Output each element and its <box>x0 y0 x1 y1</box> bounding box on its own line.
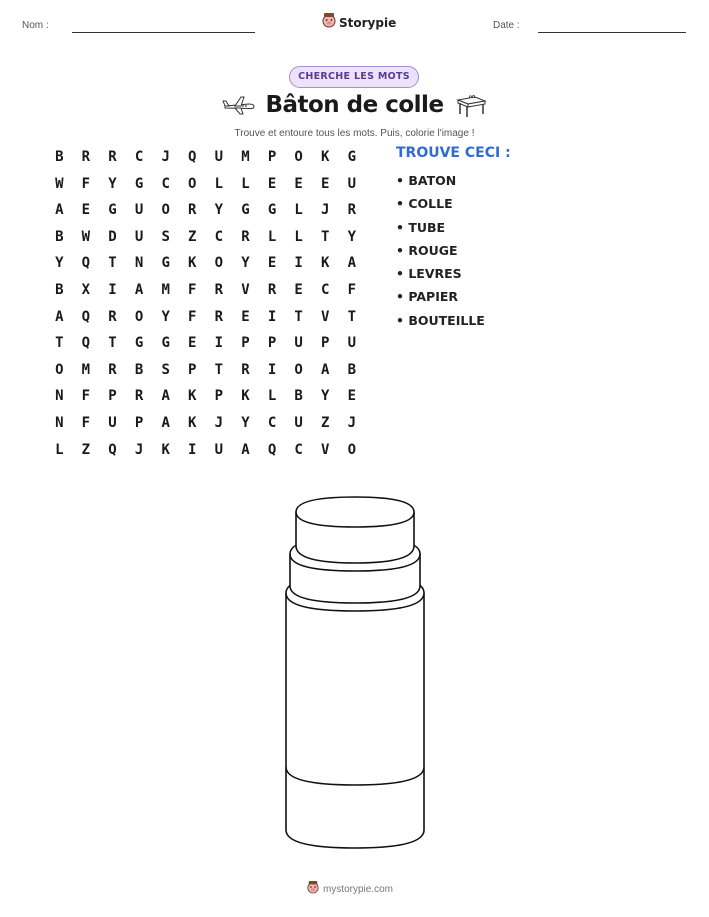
grid-letter[interactable]: F <box>81 388 91 405</box>
grid-letter[interactable]: K <box>188 255 197 272</box>
grid-letter[interactable]: K <box>161 441 170 458</box>
grid-letter[interactable]: R <box>267 281 277 298</box>
grid-letter[interactable]: S <box>161 361 170 378</box>
grid-letter[interactable]: F <box>188 308 197 325</box>
grid-letter[interactable]: P <box>214 388 224 405</box>
grid-letter[interactable]: K <box>321 255 330 272</box>
grid-row <box>46 254 365 281</box>
grid-row <box>46 201 365 228</box>
grid-letter[interactable]: E <box>81 202 91 219</box>
grid-letter[interactable]: F <box>81 175 91 192</box>
grid-letter[interactable]: C <box>321 281 330 298</box>
grid-letter[interactable]: B <box>347 361 357 378</box>
grid-letter[interactable]: V <box>321 308 330 325</box>
grid-letter[interactable]: R <box>134 388 144 405</box>
grid-letter[interactable]: E <box>267 175 277 192</box>
grid-letter[interactable]: Q <box>81 308 91 325</box>
grid-letter[interactable]: F <box>347 281 357 298</box>
grid-letter[interactable]: Z <box>321 414 330 431</box>
grid-letter[interactable]: F <box>188 281 197 298</box>
grid-letter[interactable]: F <box>81 414 91 431</box>
grid-letter[interactable]: T <box>214 361 224 378</box>
grid-letter[interactable]: E <box>241 308 250 325</box>
grid-letter[interactable]: I <box>267 361 277 378</box>
grid-letter[interactable]: U <box>214 149 224 165</box>
grid-letter[interactable]: U <box>134 202 144 219</box>
grid-letter[interactable]: Y <box>321 388 330 405</box>
grid-letter[interactable]: Y <box>241 255 250 272</box>
grid-letter[interactable]: P <box>108 388 117 405</box>
grid-letter[interactable]: K <box>241 388 250 405</box>
grid-letter[interactable]: J <box>321 202 330 219</box>
date-label: Date : <box>493 20 520 31</box>
word-list-item: • TUBE <box>396 219 446 235</box>
grid-letter[interactable]: G <box>347 149 357 165</box>
grid-letter[interactable]: R <box>188 202 197 219</box>
word-list-item: • BOUTEILLE <box>396 312 485 328</box>
grid-letter[interactable]: J <box>161 149 170 165</box>
grid-letter[interactable]: O <box>55 361 64 378</box>
glue-stick-illustration[interactable] <box>270 490 440 865</box>
grid-letter[interactable]: C <box>294 441 303 458</box>
brand-name: Storypie <box>339 15 397 30</box>
date-line[interactable] <box>538 32 686 33</box>
word-list-item: • ROUGE <box>396 242 458 258</box>
page-title: Bâton de colle <box>265 92 444 118</box>
grid-letter[interactable]: M <box>241 149 250 165</box>
grid-letter[interactable]: A <box>347 255 357 272</box>
grid-letter[interactable]: N <box>134 255 144 272</box>
grid-letter[interactable]: W <box>81 228 91 245</box>
grid-letter[interactable]: U <box>347 335 357 352</box>
grid-letter[interactable]: B <box>55 228 64 245</box>
grid-letter[interactable]: R <box>214 281 224 298</box>
grid-letter[interactable]: P <box>267 149 277 165</box>
grid-letter[interactable]: R <box>347 202 357 219</box>
grid-letter[interactable]: O <box>347 441 357 458</box>
grid-letter[interactable]: Q <box>81 255 91 272</box>
worksheet-type-badge: CHERCHE LES MOTS <box>289 66 419 88</box>
grid-letter[interactable]: U <box>294 414 303 431</box>
grid-letter[interactable]: R <box>241 361 250 378</box>
grid-letter[interactable]: K <box>321 149 330 165</box>
grid-letter[interactable]: J <box>347 414 357 431</box>
grid-letter[interactable]: B <box>134 361 144 378</box>
grid-row <box>46 441 365 468</box>
grid-letter[interactable]: R <box>81 149 91 165</box>
grid-letter[interactable]: L <box>267 388 277 405</box>
grid-letter[interactable]: B <box>55 281 64 298</box>
grid-letter[interactable]: T <box>347 308 357 325</box>
grid-letter[interactable]: L <box>294 202 303 219</box>
grid-letter[interactable]: G <box>267 202 277 219</box>
grid-letter[interactable]: Q <box>108 441 117 458</box>
grid-letter[interactable]: A <box>241 441 250 458</box>
grid-letter[interactable]: A <box>55 202 64 219</box>
grid-letter[interactable]: T <box>294 308 303 325</box>
grid-letter[interactable]: L <box>294 228 303 245</box>
grid-letter[interactable]: L <box>267 228 277 245</box>
grid-letter[interactable]: U <box>294 335 303 352</box>
grid-letter[interactable]: G <box>161 335 170 352</box>
grid-letter[interactable]: L <box>55 441 64 458</box>
grid-letter[interactable]: Y <box>241 414 250 431</box>
grid-letter[interactable]: C <box>214 228 224 245</box>
grid-letter[interactable]: A <box>321 361 330 378</box>
grid-letter[interactable]: G <box>241 202 250 219</box>
grid-letter[interactable]: I <box>108 281 117 298</box>
name-label: Nom : <box>22 20 49 31</box>
footer-url[interactable]: mystorypie.com <box>323 884 394 895</box>
word-list <box>396 173 485 336</box>
grid-row <box>46 308 365 335</box>
grid-letter[interactable]: Q <box>188 149 197 165</box>
grid-letter[interactable]: R <box>108 308 117 325</box>
word-list-title: TROUVE CECI : <box>396 145 511 161</box>
grid-letter[interactable]: E <box>321 175 330 192</box>
grid-letter[interactable]: P <box>241 335 250 352</box>
grid-letter[interactable]: V <box>321 441 330 458</box>
word-list-item: • PAPIER <box>396 289 459 305</box>
grid-letter[interactable]: O <box>214 255 224 272</box>
grid-row <box>46 228 365 255</box>
grid-letter[interactable]: M <box>161 281 170 298</box>
word-list-item: • COLLE <box>396 196 453 212</box>
grid-letter[interactable]: E <box>188 335 197 352</box>
grid-letter[interactable]: T <box>55 335 64 352</box>
grid-letter[interactable]: L <box>241 175 250 192</box>
grid-letter[interactable]: P <box>321 335 330 352</box>
grid-letter[interactable]: E <box>267 255 277 272</box>
grid-letter[interactable]: G <box>161 255 170 272</box>
grid-letter[interactable]: C <box>267 414 277 431</box>
grid-letter[interactable]: Y <box>214 202 224 219</box>
grid-row <box>46 148 365 175</box>
grid-letter[interactable]: A <box>134 281 144 298</box>
grid-letter[interactable]: I <box>214 335 224 352</box>
grid-letter[interactable]: R <box>108 361 117 378</box>
grid-letter[interactable]: P <box>267 335 277 352</box>
grid-letter[interactable]: X <box>81 281 91 298</box>
pig-mascot-icon <box>322 12 336 33</box>
grid-letter[interactable]: P <box>188 361 197 378</box>
grid-letter[interactable]: R <box>108 149 117 165</box>
grid-letter[interactable]: G <box>134 335 144 352</box>
grid-letter[interactable]: Z <box>81 441 91 458</box>
grid-letter[interactable]: B <box>55 149 64 165</box>
grid-letter[interactable]: N <box>55 388 64 405</box>
grid-letter[interactable]: T <box>108 255 117 272</box>
table-icon <box>455 92 487 123</box>
grid-letter[interactable]: A <box>161 388 170 405</box>
grid-letter[interactable]: O <box>294 149 303 165</box>
grid-letter[interactable]: O <box>294 361 303 378</box>
grid-letter[interactable]: Q <box>81 335 91 352</box>
grid-letter[interactable]: O <box>161 202 170 219</box>
word-list-item: • BATON <box>396 173 457 188</box>
grid-letter[interactable]: U <box>108 414 117 431</box>
title-row <box>0 92 709 124</box>
name-line[interactable] <box>72 32 255 33</box>
grid-row <box>46 334 365 361</box>
grid-letter[interactable]: C <box>134 149 144 165</box>
word-list-item: • LEVRES <box>396 266 462 282</box>
grid-letter[interactable]: R <box>214 308 224 325</box>
grid-row <box>46 281 365 308</box>
grid-letter[interactable]: Y <box>108 175 117 192</box>
grid-row <box>46 361 365 388</box>
grid-letter[interactable]: A <box>55 308 64 325</box>
grid-letter[interactable]: I <box>294 255 303 272</box>
grid-letter[interactable]: T <box>321 228 330 245</box>
grid-letter[interactable]: U <box>134 228 144 245</box>
grid-row <box>46 414 365 441</box>
grid-row <box>46 175 365 202</box>
grid-letter[interactable]: O <box>134 308 144 325</box>
grid-letter[interactable]: K <box>188 414 197 431</box>
grid-letter[interactable]: J <box>134 441 144 458</box>
grid-letter[interactable]: Z <box>188 228 197 245</box>
grid-letter[interactable]: Y <box>161 308 170 325</box>
grid-letter[interactable]: G <box>134 175 144 192</box>
brand-logo <box>322 12 396 33</box>
grid-letter[interactable]: J <box>214 414 224 431</box>
grid-letter[interactable]: I <box>267 308 277 325</box>
grid-letter[interactable]: R <box>241 228 250 245</box>
grid-letter[interactable]: E <box>294 175 303 192</box>
grid-letter[interactable]: E <box>294 281 303 298</box>
pig-mascot-icon <box>307 880 319 899</box>
grid-letter[interactable]: Y <box>347 228 357 245</box>
grid-letter[interactable]: D <box>108 228 117 245</box>
grid-letter[interactable]: N <box>55 414 64 431</box>
grid-letter[interactable]: P <box>134 414 144 431</box>
grid-letter[interactable]: Y <box>55 255 64 272</box>
grid-row <box>46 387 365 414</box>
word-search-grid[interactable] <box>46 148 365 467</box>
grid-letter[interactable]: S <box>161 228 170 245</box>
grid-letter[interactable]: A <box>161 414 170 431</box>
grid-letter[interactable]: O <box>188 175 197 192</box>
grid-letter[interactable]: L <box>214 175 224 192</box>
grid-letter[interactable]: Q <box>267 441 277 458</box>
instructions: Trouve et entoure tous les mots. Puis, colorie l'image ! <box>234 128 475 139</box>
grid-letter[interactable]: B <box>294 388 303 405</box>
grid-letter[interactable]: G <box>108 202 117 219</box>
grid-letter[interactable]: V <box>241 281 250 298</box>
grid-letter[interactable]: U <box>347 175 357 192</box>
grid-letter[interactable]: I <box>188 441 197 458</box>
footer <box>307 880 393 899</box>
grid-letter[interactable]: U <box>214 441 224 458</box>
grid-letter[interactable]: T <box>108 335 117 352</box>
grid-letter[interactable]: M <box>81 361 91 378</box>
grid-letter[interactable]: C <box>161 175 170 192</box>
grid-letter[interactable]: E <box>347 388 357 405</box>
grid-letter[interactable]: W <box>55 175 64 192</box>
grid-letter[interactable]: K <box>188 388 197 405</box>
